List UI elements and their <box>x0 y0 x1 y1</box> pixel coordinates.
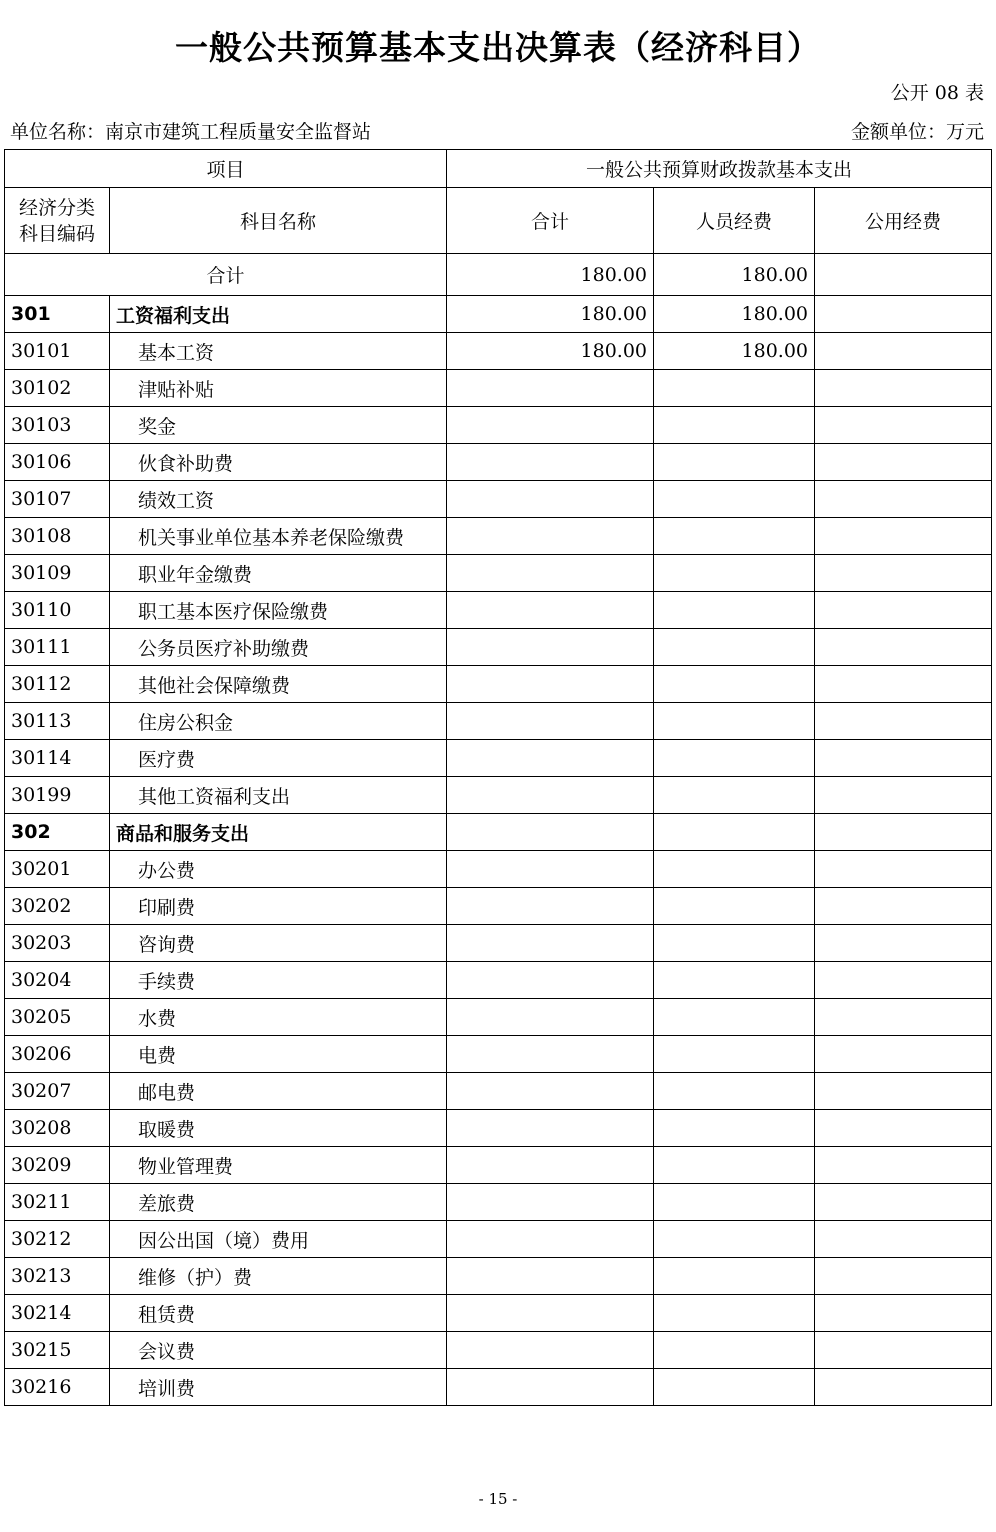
table-row <box>5 1369 992 1406</box>
row-total <box>447 777 654 814</box>
row-personnel <box>654 1221 815 1258</box>
row-name: 津贴补贴 <box>110 370 447 407</box>
row-public <box>815 1073 992 1110</box>
table-row <box>5 962 992 999</box>
table-row <box>5 1221 992 1258</box>
row-public <box>815 1369 992 1406</box>
row-code: 30102 <box>5 370 110 407</box>
row-code: 302 <box>5 814 110 851</box>
row-name: 办公费 <box>110 851 447 888</box>
row-code: 30109 <box>5 555 110 592</box>
row-personnel <box>654 1258 815 1295</box>
header-total: 合计 <box>447 188 654 254</box>
table-row <box>5 629 992 666</box>
row-public <box>815 481 992 518</box>
row-name: 培训费 <box>110 1369 447 1406</box>
row-personnel <box>654 888 815 925</box>
row-name: 水费 <box>110 999 447 1036</box>
row-code: 30216 <box>5 1369 110 1406</box>
row-name: 奖金 <box>110 407 447 444</box>
row-public <box>815 666 992 703</box>
row-personnel <box>654 481 815 518</box>
row-name: 医疗费 <box>110 740 447 777</box>
table-row <box>5 666 992 703</box>
row-code: 30215 <box>5 1332 110 1369</box>
row-public <box>815 1184 992 1221</box>
row-public <box>815 444 992 481</box>
row-personnel <box>654 925 815 962</box>
row-code: 30111 <box>5 629 110 666</box>
row-name: 商品和服务支出 <box>110 814 447 851</box>
row-name: 取暖费 <box>110 1110 447 1147</box>
row-personnel <box>654 1147 815 1184</box>
row-name: 电费 <box>110 1036 447 1073</box>
table-row <box>5 1073 992 1110</box>
row-personnel <box>654 407 815 444</box>
row-public <box>815 1147 992 1184</box>
table-row <box>5 814 992 851</box>
header-group: 一般公共预算财政拨款基本支出 <box>447 150 992 188</box>
row-name: 伙食补助费 <box>110 444 447 481</box>
row-code: 30199 <box>5 777 110 814</box>
row-total <box>447 1184 654 1221</box>
table-row <box>5 1258 992 1295</box>
row-personnel <box>654 851 815 888</box>
row-public <box>815 925 992 962</box>
row-code: 30206 <box>5 1036 110 1073</box>
row-personnel <box>654 370 815 407</box>
table-row <box>5 592 992 629</box>
row-total <box>447 1073 654 1110</box>
row-code: 30211 <box>5 1184 110 1221</box>
row-name: 差旅费 <box>110 1184 447 1221</box>
total-label: 合计 <box>5 254 447 296</box>
row-public <box>815 629 992 666</box>
row-personnel: 180.00 <box>654 333 815 370</box>
row-public <box>815 1036 992 1073</box>
row-code: 30110 <box>5 592 110 629</box>
row-public <box>815 851 992 888</box>
row-total <box>447 888 654 925</box>
row-public <box>815 962 992 999</box>
row-code: 30106 <box>5 444 110 481</box>
row-public <box>815 555 992 592</box>
row-personnel <box>654 1184 815 1221</box>
row-total <box>447 703 654 740</box>
row-public <box>815 1221 992 1258</box>
row-code: 30103 <box>5 407 110 444</box>
row-code: 30202 <box>5 888 110 925</box>
row-code: 30107 <box>5 481 110 518</box>
header-code: 经济分类科目编码 <box>5 188 110 254</box>
row-total <box>447 925 654 962</box>
table-row <box>5 1147 992 1184</box>
form-number: 公开 08 表 <box>890 82 984 104</box>
table-row <box>5 703 992 740</box>
row-total <box>447 481 654 518</box>
row-name: 职工基本医疗保险缴费 <box>110 592 447 629</box>
row-name: 基本工资 <box>110 333 447 370</box>
row-personnel <box>654 592 815 629</box>
page-number: - 15 - <box>478 1490 518 1508</box>
table-row <box>5 1184 992 1221</box>
row-name: 会议费 <box>110 1332 447 1369</box>
row-public <box>815 999 992 1036</box>
header-row-2 <box>5 188 992 254</box>
row-public <box>815 888 992 925</box>
row-public <box>815 1110 992 1147</box>
table-row <box>5 740 992 777</box>
row-name: 职业年金缴费 <box>110 555 447 592</box>
row-code: 30214 <box>5 1295 110 1332</box>
row-public <box>815 777 992 814</box>
row-personnel: 180.00 <box>654 296 815 333</box>
row-personnel <box>654 1332 815 1369</box>
row-code: 30108 <box>5 518 110 555</box>
row-code: 301 <box>5 296 110 333</box>
row-name: 因公出国（境）费用 <box>110 1221 447 1258</box>
row-code: 30208 <box>5 1110 110 1147</box>
table-row <box>5 1036 992 1073</box>
row-personnel <box>654 703 815 740</box>
row-total <box>447 407 654 444</box>
row-total: 180.00 <box>447 333 654 370</box>
row-code: 30207 <box>5 1073 110 1110</box>
total-row <box>5 254 992 296</box>
row-code: 30101 <box>5 333 110 370</box>
row-total <box>447 1110 654 1147</box>
table-row <box>5 999 992 1036</box>
row-name: 印刷费 <box>110 888 447 925</box>
row-personnel <box>654 1110 815 1147</box>
row-name: 物业管理费 <box>110 1147 447 1184</box>
table-row <box>5 481 992 518</box>
header-public: 公用经费 <box>815 188 992 254</box>
table-row <box>5 888 992 925</box>
budget-table <box>4 149 992 1406</box>
table-row <box>5 444 992 481</box>
row-total <box>447 962 654 999</box>
row-name: 邮电费 <box>110 1073 447 1110</box>
row-total <box>447 1147 654 1184</box>
row-name: 其他社会保障缴费 <box>110 666 447 703</box>
table-row <box>5 777 992 814</box>
row-public <box>815 407 992 444</box>
row-personnel <box>654 555 815 592</box>
row-personnel <box>654 1036 815 1073</box>
row-total: 180.00 <box>447 296 654 333</box>
header-item: 项目 <box>5 150 447 188</box>
table-row <box>5 1110 992 1147</box>
row-total <box>447 518 654 555</box>
table-row <box>5 333 992 370</box>
row-code: 30201 <box>5 851 110 888</box>
table-row <box>5 925 992 962</box>
amount-unit: 金额单位：万元 <box>850 121 984 143</box>
row-name: 公务员医疗补助缴费 <box>110 629 447 666</box>
total-public <box>815 254 992 296</box>
row-name: 绩效工资 <box>110 481 447 518</box>
row-name: 租赁费 <box>110 1295 447 1332</box>
row-total <box>447 370 654 407</box>
row-public <box>815 1295 992 1332</box>
row-personnel <box>654 999 815 1036</box>
row-public <box>815 1332 992 1369</box>
row-name: 咨询费 <box>110 925 447 962</box>
row-code: 30213 <box>5 1258 110 1295</box>
table-row <box>5 296 992 333</box>
row-personnel <box>654 962 815 999</box>
row-total <box>447 1369 654 1406</box>
row-total <box>447 444 654 481</box>
table-row <box>5 1332 992 1369</box>
row-code: 30205 <box>5 999 110 1036</box>
row-personnel <box>654 666 815 703</box>
row-name: 机关事业单位基本养老保险缴费 <box>110 518 447 555</box>
row-code: 30204 <box>5 962 110 999</box>
row-total <box>447 1258 654 1295</box>
row-name: 维修（护）费 <box>110 1258 447 1295</box>
row-code: 30114 <box>5 740 110 777</box>
row-code: 30113 <box>5 703 110 740</box>
row-total <box>447 666 654 703</box>
row-public <box>815 703 992 740</box>
row-total <box>447 814 654 851</box>
row-name: 手续费 <box>110 962 447 999</box>
row-total <box>447 740 654 777</box>
row-public <box>815 296 992 333</box>
row-name: 其他工资福利支出 <box>110 777 447 814</box>
row-total <box>447 1295 654 1332</box>
row-public <box>815 592 992 629</box>
row-code: 30212 <box>5 1221 110 1258</box>
row-total <box>447 1221 654 1258</box>
row-public <box>815 518 992 555</box>
row-personnel <box>654 777 815 814</box>
row-code: 30209 <box>5 1147 110 1184</box>
row-personnel <box>654 1295 815 1332</box>
row-name: 住房公积金 <box>110 703 447 740</box>
unit-name: 单位名称：南京市建筑工程质量安全监督站 <box>10 121 372 143</box>
header-personnel: 人员经费 <box>654 188 815 254</box>
row-personnel <box>654 518 815 555</box>
row-public <box>815 370 992 407</box>
row-total <box>447 851 654 888</box>
total-total: 180.00 <box>447 254 654 296</box>
row-personnel <box>654 444 815 481</box>
row-personnel <box>654 1073 815 1110</box>
total-personnel: 180.00 <box>654 254 815 296</box>
page-title: 一般公共预算基本支出决算表（经济科目） <box>175 28 821 67</box>
row-total <box>447 555 654 592</box>
row-personnel <box>654 740 815 777</box>
row-code: 30203 <box>5 925 110 962</box>
row-name: 工资福利支出 <box>110 296 447 333</box>
row-public <box>815 740 992 777</box>
table-row <box>5 851 992 888</box>
row-personnel <box>654 1369 815 1406</box>
table-row <box>5 407 992 444</box>
row-total <box>447 999 654 1036</box>
row-total <box>447 1332 654 1369</box>
row-personnel <box>654 629 815 666</box>
row-public <box>815 814 992 851</box>
row-public <box>815 333 992 370</box>
header-row-1 <box>5 150 992 188</box>
row-total <box>447 1036 654 1073</box>
table-row <box>5 518 992 555</box>
table-row <box>5 370 992 407</box>
row-code: 30112 <box>5 666 110 703</box>
row-total <box>447 592 654 629</box>
header-name: 科目名称 <box>110 188 447 254</box>
row-personnel <box>654 814 815 851</box>
table-row <box>5 555 992 592</box>
row-total <box>447 629 654 666</box>
row-public <box>815 1258 992 1295</box>
table-row <box>5 1295 992 1332</box>
